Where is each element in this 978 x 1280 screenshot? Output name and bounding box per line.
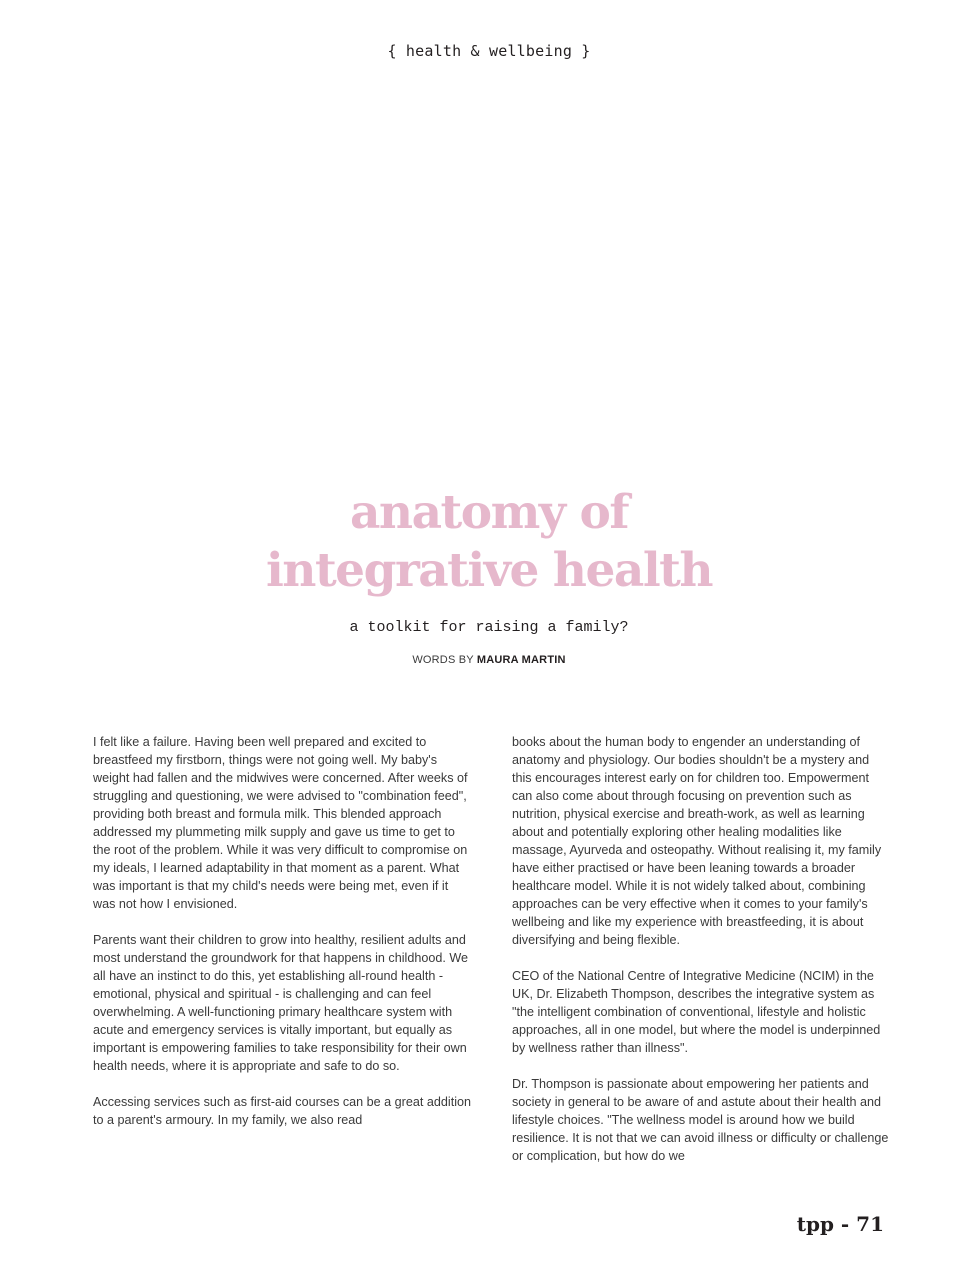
byline-prefix: WORDS BY bbox=[412, 654, 477, 666]
paragraph: Dr. Thompson is passionate about empowering her patients and society in general to be aware of and astute about their health and lifestyle choices. "The wellness model is around how we build resilience. It is not that we can avoid illness or difficulty or challenge or complication, but how do we bbox=[512, 1077, 889, 1163]
paragraph: Accessing services such as first-aid courses can be a great addition to a parent's armoury. In my family, we also read bbox=[93, 1095, 471, 1127]
paragraph: CEO of the National Centre of Integrative Medicine (NCIM) in the UK, Dr. Elizabeth Thompson, describes the integrative system as "the intelligent combination of conventional, lifestyle and holistic approaches, all in one model, but where the model is underpinned by wellness rather than illness". bbox=[512, 969, 881, 1055]
article-subtitle: a toolkit for raising a family? bbox=[349, 619, 629, 636]
title-line-2: integrative health bbox=[265, 543, 713, 598]
byline bbox=[0, 654, 978, 666]
page-folio: tpp - 71 bbox=[796, 1212, 884, 1236]
section-tag: { health & wellbeing } bbox=[387, 42, 591, 60]
paragraph: Parents want their children to grow into healthy, resilient adults and most understand the groundwork for that happens in childhood. We all have an instinct to do this, yet establishing all-round health - emotional, physical and spiritual - is challenging and can feel overwhelming. A well-functioning primary healthcare system with acute and emergency services is vitally important, but equally as important is empowering families to take responsibility for their own health needs, where it is appropriate and safe to do so. bbox=[93, 933, 469, 1073]
right-column bbox=[512, 733, 892, 1183]
paragraph: I felt like a failure. Having been well prepared and excited to breastfeed my firstborn, things were not going well. My baby's weight had fallen and the midwives were concerned. After weeks of struggling and questioning, we were advised to "combination feed", providing both breast and formula milk. This blended approach addressed my plummeting milk supply and gave us time to get to the root of the problem. While it was very difficult to compromise on my ideals, I learned adaptability in that moment as a parent. What was important is that my child's needs were being met, even if it was not how I envisioned. bbox=[93, 735, 468, 911]
paragraph: books about the human body to engender an understanding of anatomy and physiology. Our bodies shouldn't be a mystery and this encourages interest early on for children too. Empowerment can also come about through focusing on prevention such as nutrition, physical exercise and breath-work, as well as learning about and potentially exploring other healing modalities like massage, Ayurveda and osteopathy. Without realising it, my family have either practised or have been leaning towards a broader healthcare model. While it is not widely talked about, combining approaches can be very effective when it comes to your family's wellbeing and like my experience with breastfeeding, it is about diversifying and being flexible. bbox=[512, 735, 882, 947]
byline-author: MAURA MARTIN bbox=[476, 654, 566, 666]
article-title bbox=[0, 484, 978, 600]
title-line-1: anatomy of bbox=[349, 485, 629, 540]
left-column bbox=[93, 733, 471, 1147]
